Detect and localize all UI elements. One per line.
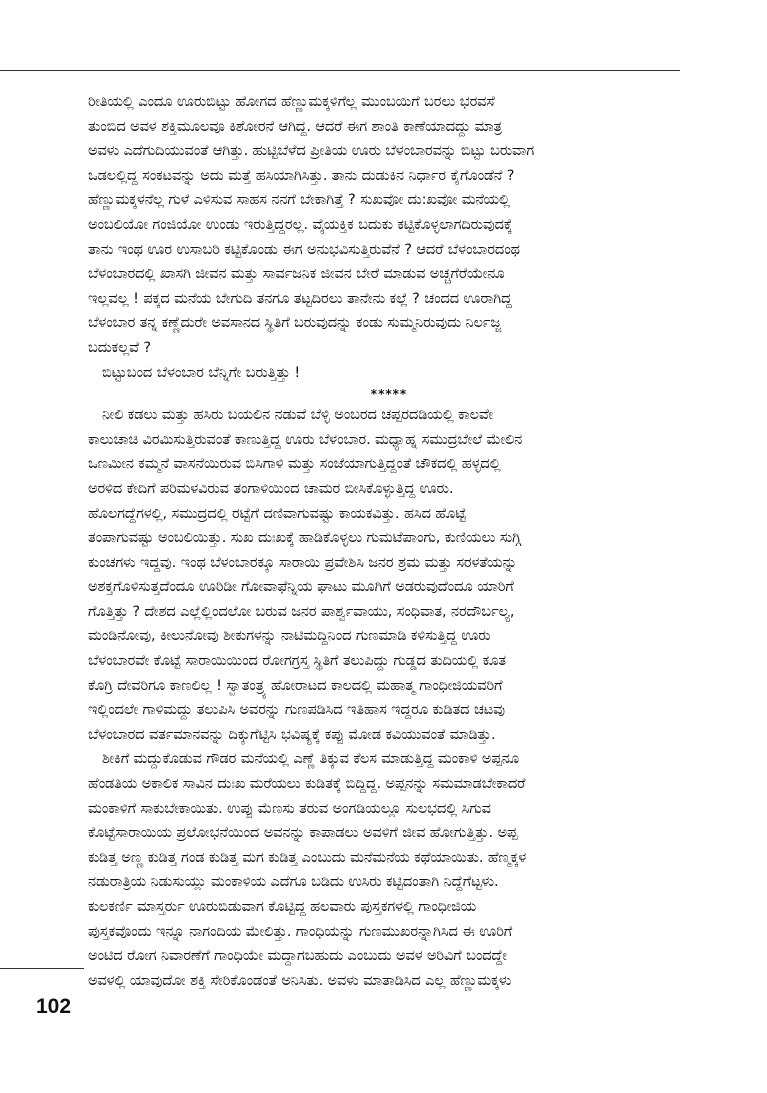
body-text — [88, 90, 680, 993]
text-line: ಪುಸ್ತಕವೊಂದು ಇನ್ನೂ ನಾಗಂದಿಯ ಮೇಲಿತ್ತು. ಗಾಂಧಿಯನ್ನು ಗುಣಮುಖರನ್ನಾಗಿಸಿದ ಈ ಊರಿಗೆ — [88, 922, 513, 940]
text-line: ಕುಡಿತ್ತ ಅಣ್ಣ ಕುಡಿತ್ತ ಗಂಡ ಕುಡಿತ್ತ ಮಗ ಕುಡಿತ್ತ ಎಂಬುದು ಮನೆಮನೆಯ ಕಥೆಯಾಯಿತು. ಹೆಣ್ಮಕ್ಕಳ — [88, 848, 527, 866]
text-line: ಅವಳು ಎದೆಗುದಿಯುವಂತೆ ಆಗಿತ್ತು. ಹುಟ್ಟಿಬೆಳೆದ ಪ್ರೀತಿಯ ಊರು ಬೆಳಂಬಾರವನ್ನು ಬಿಟ್ಟು ಬರುವಾಗ — [88, 142, 535, 160]
text-line: ಬೆಳಂಬಾರವೇ ಕೊಟ್ಟೆ ಸಾರಾಯಿಯಿಂದ ರೋಗಗ್ರಸ್ತ ಸ್ಥಿತಿಗೆ ತಲುಪಿದ್ದು ಗುಡ್ಡದ ತುದಿಯಲ್ಲಿ ಕೂತ — [88, 652, 506, 670]
text-line: ಹೆಣ್ಣುಮಕ್ಕಳನೆಲ್ಲ ಗುಳೆ ಎಳಿಸುವ ಸಾಹಸ ನನಗೆ ಬೇಕಾಗಿತ್ತೆ ? ಸುಖವೋ ದು:ಖವೋ ಮನೆಯಲ್ಲಿ — [88, 191, 510, 209]
text-line: ನಡುರಾತ್ರಿಯ ನಿಡುಸುಯ್ಲು ಮಂಕಾಳಿಯ ಎದೆಗೂ ಬಡಿದು ಉಸಿರು ಕಟ್ಟಿದಂತಾಗಿ ನಿದ್ದೆಗೆಟ್ಟಳು. — [88, 873, 499, 891]
text-line: ಕಾಲುಚಾಚಿ ವಿರಮಿಸುತ್ತಿರುವಂತೆ ಕಾಣುತ್ತಿದ್ದ ಊರು ಬೆಳಂಬಾರ. ಮಧ್ಯಾಹ್ನ ಸಮುದ್ರಬೇಲೆ ಮೇಲಿನ — [88, 430, 523, 448]
section-separator: ***** — [370, 387, 408, 402]
text-line: ಬೆಳಂಬಾರದಲ್ಲಿ ಖಾಸಗಿ ಜೀವನ ಮತ್ತು ಸಾರ್ವಜನಿಕ ಜೀವನ ಬೇರೆ ಮಾಡುವ ಅಚ್ಚಗೆರೆಯೇನೂ — [88, 265, 505, 283]
text-line: ಬೆಳಂಬಾರದ ವರ್ತಮಾನವನ್ನು ದಿಕ್ಕುಗೆಟ್ಟಿಸಿ ಭವಿಷ್ಯಕ್ಕೆ ಕಪ್ಪು ಮೋಡ ಕವಿಯುವಂತೆ ಮಾಡಿತ್ತು. — [88, 725, 496, 743]
text-line: ಅವಳಲ್ಲಿ ಯಾವುದೋ ಶಕ್ತಿ ಸೇರಿಕೊಂಡಂತೆ ಅನಿಸಿತು. ಅವಳು ಮಾತಾಡಿಸಿದ ಎಲ್ಲ ಹೆಣ್ಣುಮಕ್ಕಳು — [88, 971, 512, 989]
text-line: ಕೊಗ್ರಿ ದೇವರಿಗೂ ಕಾಣಲಿಲ್ಲ ! ಸ್ವಾತಂತ್ರ್ಯ ಹೋರಾಟದ ಕಾಲದಲ್ಲಿ ಮಹಾತ್ಮ ಗಾಂಧೀಜಿಯವರಿಗೆ — [88, 676, 503, 694]
text-line: ಇಲ್ಲಿಂದಲೇ ಗಾಳಿಮದ್ದು ತಲುಪಿಸಿ ಅವರನ್ನು ಗುಣಪಡಿಸಿದ ಇತಿಹಾಸ ಇದ್ದರೂ ಕುಡಿತದ ಚಟವು — [88, 701, 505, 719]
text-line: ಹೊಲಗದ್ದೆಗಳಲ್ಲಿ, ಸಮುದ್ರದಲ್ಲಿ ರಟ್ಟೆಗೆ ದಣಿವಾಗುವಷ್ಟು ಕಾಯಕವಿತ್ತು. ಹಸಿದ ಹೊಟ್ಟೆ — [88, 504, 467, 522]
text-line: ಬಿಟ್ಟುಬಂದ ಬೆಳಂಬಾರ ಬೆನ್ನಿಗೇ ಬರುತ್ತಿತ್ತು ! — [102, 363, 301, 381]
text-line: ಬೆಳಂಬಾರ ತನ್ನ ಕಣ್ಣೆದುರೇ ಅವಸಾನದ ಸ್ಥಿತಿಗೆ ಬರುವುದನ್ನು ಕಂಡು ಸುಮ್ಮನಿರುವುದು ನಿರ್ಲಜ್ಜ — [88, 314, 501, 332]
text-line: ರೀತಿಯಲ್ಲಿ ಎಂದೂ ಊರುಬಿಟ್ಟು ಹೋಗದ ಹೆಣ್ಣುಮಕ್ಕಳಿಗೆಲ್ಲ ಮುಂಬಯಿಗೆ ಬರಲು ಭರವಸೆ — [88, 93, 495, 110]
text-line: ಬದುಕಲ್ಲವೆ ? — [88, 338, 151, 356]
text-line: ಅರಳಿದ ಕೇದಿಗೆ ಪರಿಮಳವಿರುವ ತಂಗಾಳಿಯಿಂದ ಚಾಮರ ಬೀಸಿಕೊಳ್ಳುತ್ತಿದ್ದ ಊರು. — [88, 479, 454, 497]
text-line: ಅಶಕ್ತಗೊಳಿಸುತ್ತದೆಂದೂ ಊರಿಡೀ ಗೋವಾಫೆನ್ನಿಯ ಘಾಟು ಮೂಗಿಗೆ ಅಡರುವುದೆಂದೂ ಯಾರಿಗೆ — [88, 578, 514, 596]
top-rule — [0, 70, 680, 71]
text-line: ಒಡಲಲ್ಲಿದ್ದ ಸಂಕಟವನ್ನು ಅದು ಮತ್ತೆ ಹಸಿಯಾಗಿಸಿತ್ತು. ತಾನು ದುಡುಕಿನ ನಿರ್ಧಾರ ಕೈಗೊಂಡೆನೆ ? — [88, 166, 515, 184]
text-line: ಕುಂಚಗಳು ಇದ್ದವು. ಇಂಥ ಬೆಳಂಬಾರಕ್ಕೂ ಸಾರಾಯಿ ಪ್ರವೇಶಿಸಿ ಜನರ ಶ್ರಮ ಮತ್ತು ಸರಳತೆಯನ್ನು — [88, 553, 518, 571]
page-number: 102 — [36, 995, 72, 1018]
text-line: ಅಂಬಲಿಯೋ ಗಂಜಿಯೋ ಉಂಡು ಇರುತ್ತಿದ್ದರಲ್ಲ. ವೈಯಕ್ತಿಕ ಬದುಕು ಕಟ್ಟಿಕೊಳ್ಳಲಾಗದಿರುವುದಕ್ಕೆ — [88, 215, 513, 233]
text-line: ಶೀಕಿಗೆ ಮದ್ದುಕೊಡುವ ಗೌಡರ ಮನೆಯಲ್ಲಿ ಎಣ್ಣೆ ತಿಕ್ಕುವ ಕೆಲಸ ಮಾಡುತ್ತಿದ್ದ ಮಂಕಾಳಿ ಅಪ್ಪನೂ — [102, 750, 519, 768]
text-line: ಮಂಡಿನೋವು, ಕೀಲುನೋವು ಶೀಕುಗಳನ್ನು ನಾಟಿಮದ್ದಿನಿಂದ ಗುಣಮಾಡಿ ಕಳಿಸುತ್ತಿದ್ದ ಊರು — [88, 627, 491, 645]
footer-rule — [0, 968, 84, 969]
text-line: ಒಣಮೀನ ಕಮ್ಮನೆ ವಾಸನೆಯಿರುವ ಬಿಸಿಗಾಳಿ ಮತ್ತು ಸಂಜೆಯಾಗುತ್ತಿದ್ದಂತೆ ಚೌಕದಲ್ಲಿ ಹಳ್ಳದಲ್ಲಿ — [88, 455, 501, 473]
text-line: ತುಂಬಿದ ಅವಳ ಶಕ್ತಿಮೂಲವೂ ಕಿಶೋರನೆ ಆಗಿದ್ದ. ಆದರೆ ಈಗ ಶಾಂತಿ ಕಾಣೆಯಾದದ್ದು ಮಾತ್ರ — [88, 117, 502, 135]
text-line: ಕುಲಕರ್ಣಿ ಮಾಸ್ತರ್ರು ಊರುಬಿಡುವಾಗ ಕೊಟ್ಟಿದ್ದ ಹಲವಾರು ಪುಸ್ತಕಗಳಲ್ಲಿ ಗಾಂಧೀಜಿಯ — [88, 898, 477, 915]
text-line: ಗೊತ್ತಿತ್ತು ? ದೇಶದ ಎಲ್ಲೆಲ್ಲಿಂದಲೋ ಬರುವ ಜನರ ಪಾರ್ಶ್ವವಾಯು, ಸಂಧಿವಾತ, ನರದೌರ್ಬಲ್ಯ, — [88, 602, 515, 620]
text-line: ಇಲ್ಲವಲ್ಲ ! ಪಕ್ಕದ ಮನೆಯ ಬೇಗುದಿ ತನಗೂ ತಟ್ಟದಿರಲು ತಾನೇನು ಕಲ್ಲೆ ? ಚಂದದ ಊರಾಗಿದ್ದ — [88, 289, 512, 307]
text-line: ಕೊಟ್ಟೆಸಾರಾಯಿಯ ಪ್ರಲೋಭನೆಯಿಂದ ಅವನನ್ನು ಕಾಪಾಡಲು ಅವಳಿಗೆ ಜೀವ ಹೋಗುತ್ತಿತ್ತು. ಅಪ್ಪ — [88, 824, 518, 842]
text-line: ತಾನು ಇಂಥ ಊರ ಉಸಾಬರಿ ಕಟ್ಟಿಕೊಂಡು ಈಗ ಅನುಭವಿಸುತ್ತಿರುವೆನೆ ? ಆದರೆ ಬೆಳಂಬಾರದಂಥ — [88, 240, 520, 258]
text-line: ಮಂಕಾಳಿಗೆ ಸಾಕುಬೇಕಾಯಿತು. ಉಪ್ಪು ಮೆಣಸು ತರುವ ಅಂಗಡಿಯಲ್ಲೂ ಸುಲಭದಲ್ಲಿ ಸಿಗುವ — [88, 799, 491, 817]
text-line: ಹೆಂಡತಿಯ ಅಕಾಲಿಕ ಸಾವಿನ ದುಃಖ ಮರೆಯಲು ಕುಡಿತಕ್ಕೆ ಬಿದ್ದಿದ್ದ. ಅಪ್ಪನನ್ನು ಸಮಮಾಡಬೇಕಾದರೆ — [88, 775, 526, 793]
text-line: ನೀಲಿ ಕಡಲು ಮತ್ತು ಹಸಿರು ಬಯಲಿನ ನಡುವೆ ಬೆಳ್ಳಿ ಅಂಬರದ ಚಪ್ಪರದಡಿಯಲ್ಲಿ ಕಾಲವೇ — [102, 406, 493, 424]
text-line: ತಂಪಾಗುವಷ್ಟು ಅಂಬಲಿಯಿತ್ತು. ಸುಖ ದುಃಖಕ್ಕೆ ಹಾಡಿಕೊಳ್ಳಲು ಗುಮಟೆಪಾಂಗು, ಕುಣಿಯಲು ಸುಗ್ಗಿ — [88, 529, 521, 547]
text-line: ಅಂಟಿದ ರೋಗ ನಿವಾರಣೆಗೆ ಗಾಂಧಿಯೇ ಮದ್ದಾಗಬಹುದು ಎಂಬುದು ಅವಳ ಅರಿವಿಗೆ ಬಂದದ್ದೇ — [88, 947, 507, 965]
